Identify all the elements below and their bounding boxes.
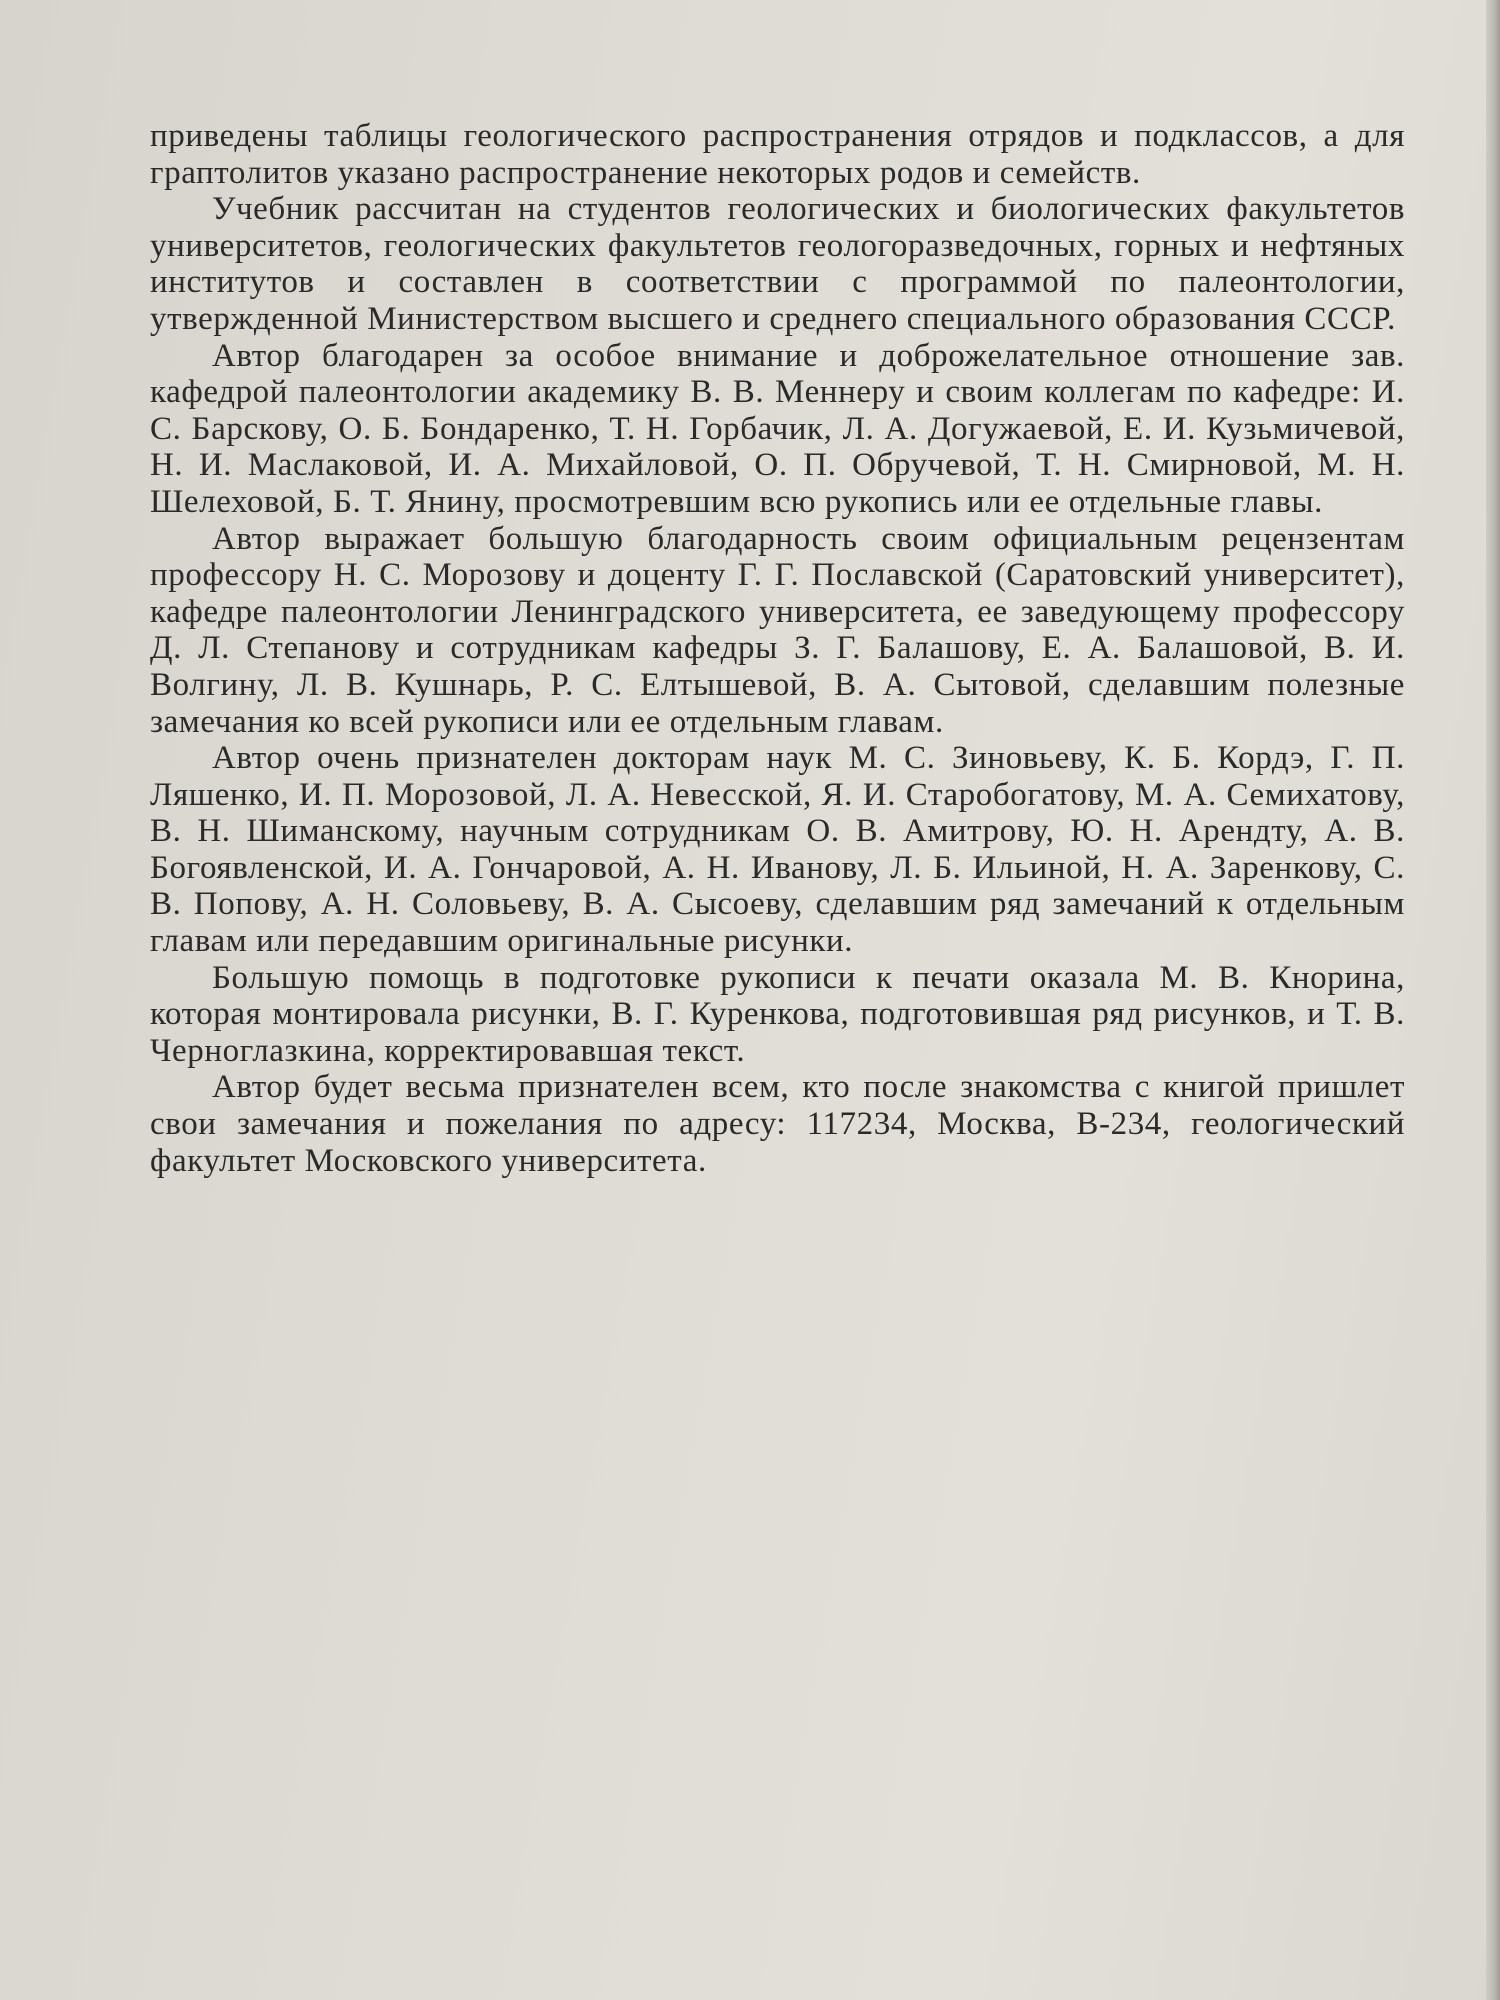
page-edge [1486, 0, 1500, 2000]
paragraph-department-thanks: Автор благодарен за особое внимание и доброжелательное отношение зав. кафедрой палеонтологии академику В. В. Меннеру и своим коллегам по кафедре: И. С. Барскову, О. Б. Бондаренко, Т. Н. Горбачик, Л. А. Догужаевой, Е. И. Кузьмичевой, Н. И. Маслаковой, И. А. Михайловой, О. П. Обручевой, Т. Н. Смирновой, М. Н. Шелеховой, Б. Т. Янину, просмотревшим всю рукопись или ее отдельные главы. [150, 337, 1405, 520]
paragraph-doctors-thanks: Автор очень признателен докторам наук М. С. Зиновьеву, К. Б. Кордэ, Г. П. Ляшенко, И. П. Морозовой, Л. А. Невесской, Я. И. Старобогатову, М. А. Семихатову, В. Н. Шиманскому, научным сотрудникам О. В. Амитрову, Ю. Н. Арендту, А. В. Богоявленской, И. А. Гончаровой, А. Н. Иванову, Л. Б. Ильиной, Н. А. Заренкову, С. В. Попову, А. Н. Соловьеву, В. А. Сысоеву, сделавшим ряд замечаний к отдельным главам или передавшим оригинальные рисунки. [150, 740, 1405, 960]
paragraph-feedback-address: Автор будет весьма признателен всем, кто после знакомства с книгой пришлет свои замечания и пожелания по адресу: 117234, Москва, В-234, геологический факультет Московского университета. [150, 1069, 1405, 1179]
paragraph-continuation: приведены таблицы геологического распространения отрядов и подклассов, а для граптолитов указано распространение некоторых родов и семейств. [150, 118, 1405, 191]
paragraph-audience: Учебник рассчитан на студентов геологических и биологических факультетов университетов, геологических факультетов геологоразведочных, горных и нефтяных институтов и составлен в соответствии с программой по палеонтологии, утвержденной Министерством высшего и среднего специального образования СССР. [150, 191, 1405, 337]
body-text [150, 118, 1405, 1179]
paragraph-preparation-help: Большую помощь в подготовке рукописи к печати оказала М. В. Кнорина, которая монтировала рисунки, В. Г. Куренкова, подготовившая ряд рисунков, и Т. В. Черноглазкина, корректировавшая текст. [150, 959, 1405, 1069]
paragraph-reviewers-thanks: Автор выражает большую благодарность своим официальным рецензентам профессору Н. С. Морозову и доценту Г. Г. Пославской (Саратовский университет), кафедре палеонтологии Ленинградского университета, ее заведующему профессору Д. Л. Степанову и сотрудникам кафедры З. Г. Балашову, Е. А. Балашовой, В. И. Волгину, Л. В. Кушнарь, Р. С. Елтышевой, В. А. Сытовой, сделавшим полезные замечания ко всей рукописи или ее отдельным главам. [150, 520, 1405, 740]
